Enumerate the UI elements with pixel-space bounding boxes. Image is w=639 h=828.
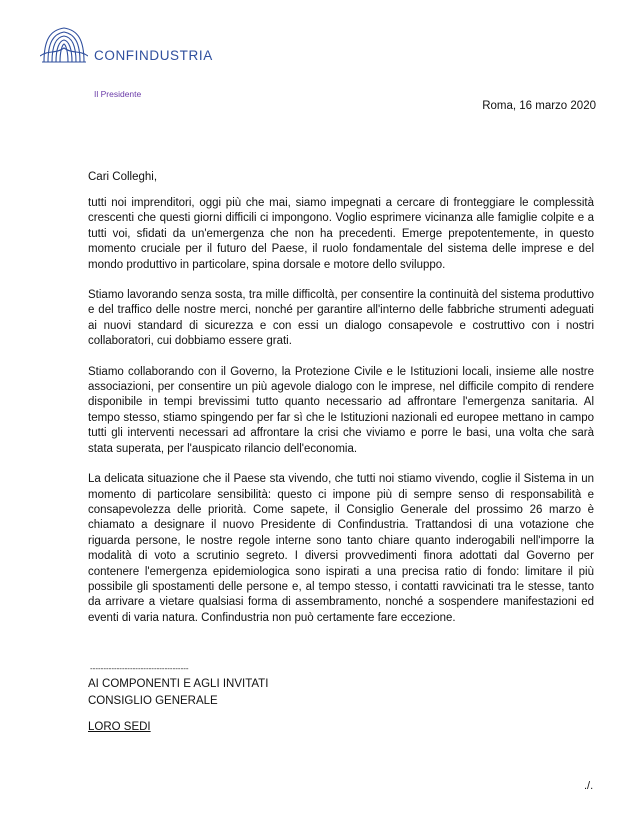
page-continuation-mark: ./.: [584, 780, 594, 792]
loro-sedi: LORO SEDI: [88, 721, 151, 733]
paragraph: La delicata situazione che il Paese sta vivendo, che tutti noi stiamo vivendo, coglie il Sistema in un momento di particolare sensibilità: questo ci impone più di sempre senso di responsabilità e consapevolezza delle priorità. Come sapete, il Consiglio Generale del prossimo 26 marzo è chiamato a designare il nuovo Presidente di Confindustria. Trattandosi di una votazione che riguarda persone, le nostre regole interne sono tanto chiare quanto inderogabili nell'imporre la modalità di voto a scrutinio segreto. I diversi provvedimenti finora adottati dal Governo per contenere l'emergenza epidemiologica sono ispirati a una precisa ratio di fondo: limitare il più possibile gli spostamenti delle persone e, al tempo stesso, i contatti ravvicinati tra le stesse, tanto da arrivare a vietare qualsiasi forma di assembramento, nonché a sospendere manifestazioni ed eventi di varia natura. Confindustria non può certamente fare eccezione.: [88, 473, 594, 624]
sender-role: Il Presidente: [94, 89, 142, 99]
separator-line: -------------------------------------: [90, 664, 189, 673]
paragraph: Stiamo collaborando con il Governo, la Protezione Civile e le Istituzioni locali, insieme alle nostre associazioni, per consentire un più agevole dialogo con le imprese, nel difficile compito di rendere disponibile in tempi brevissimi tutto quanto necessario ad affrontare l'emergenza sanitaria. Al tempo stesso, stiamo spingendo per far sì che le Istituzioni nazionali ed europee mettano in campo tutti gli interventi necessari ad affrontare la crisi che viviamo e porre le basi, una volta che sarà stata superata, per l'auspicato rilancio dell'economia.: [88, 365, 594, 455]
letterhead-logo: [40, 26, 230, 70]
recipients-line: CONSIGLIO GENERALE: [88, 694, 218, 707]
salutation: Cari Colleghi,: [88, 171, 158, 183]
confindustria-logo-icon: [40, 26, 88, 64]
letter-date: Roma, 16 marzo 2020: [482, 100, 596, 112]
recipients-block: [88, 676, 268, 709]
paragraph: Stiamo lavorando senza sosta, tra mille difficoltà, per consentire la continuità del sistema produttivo e del traffico delle nostre merci, nonché per garantire all'interno delle fabbriche strumenti adeguati ai nuovi standard di sicurezza e con essi un dialogo consapevole e costruttivo con i nostri collaboratori, cui dobbiamo essere grati.: [88, 289, 594, 348]
letter-body: [88, 196, 594, 641]
organization-name: CONFINDUSTRIA: [94, 48, 213, 63]
paragraph: tutti noi imprenditori, oggi più che mai, siamo impegnati a cercare di fronteggiare le complessità crescenti che questi giorni difficili ci impongono. Voglio esprimere vicinanza alle famiglie colpite e a tutti voi, sfidati da un'emergenza che non ha precedenti. Emerge prepotentemente, in questo momento cruciale per il futuro del Paese, il ruolo fondamentale del sistema delle imprese e del mondo produttivo in particolare, spina dorsale e motore dello sviluppo.: [88, 197, 594, 271]
recipients-line: AI COMPONENTI E AGLI INVITATI: [88, 678, 269, 690]
